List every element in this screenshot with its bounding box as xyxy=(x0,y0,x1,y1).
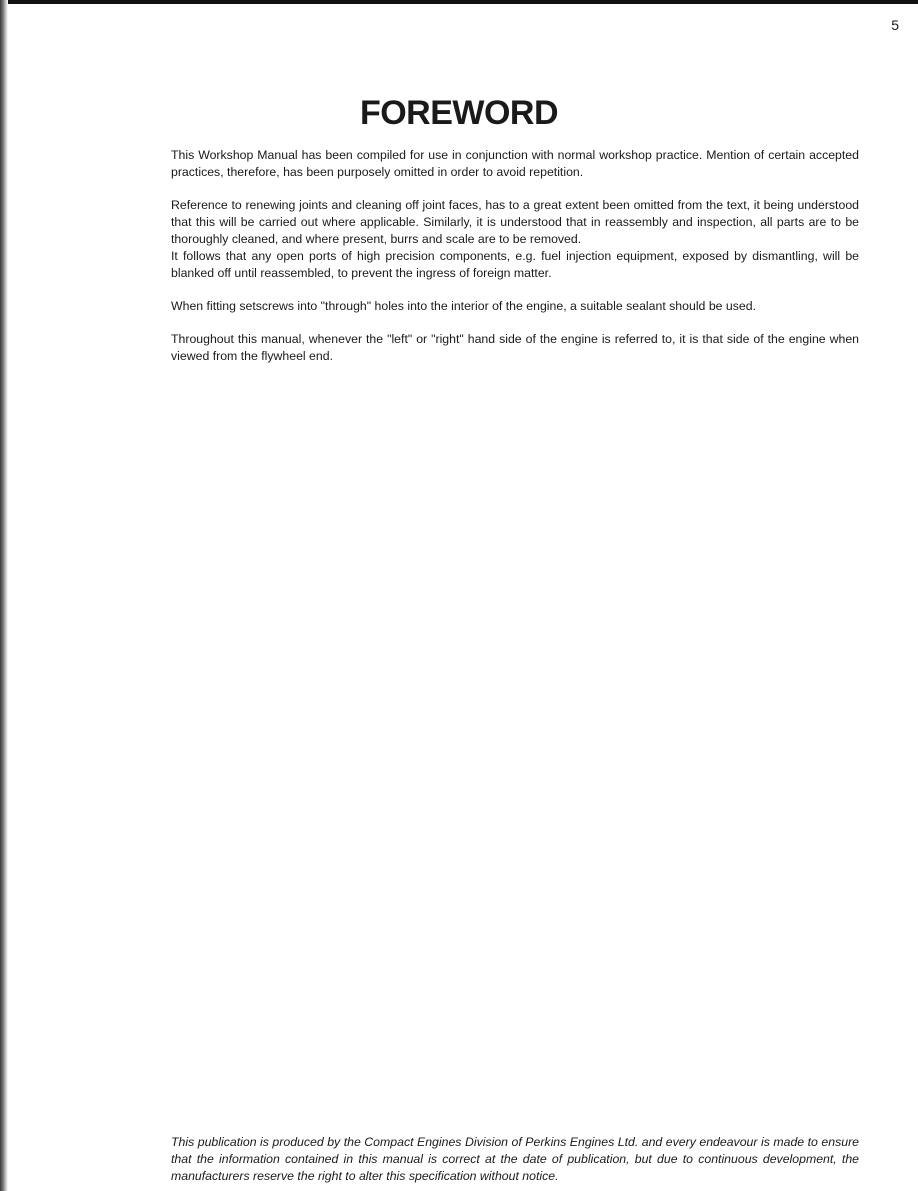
foreword-body xyxy=(171,147,859,381)
paragraph-setscrews-sealant: When fitting setscrews into "through" holes into the interior of the engine, a suitable sealant should be used. xyxy=(171,299,756,313)
left-scan-edge xyxy=(0,0,8,1191)
page-number: 5 xyxy=(891,17,899,33)
paragraph-joints-cleaning: Reference to renewing joints and cleaning off joint faces, has to a great extent been omitted from the text, it being understood that this will be carried out where applicable. Similarly, it is understood that in reassembly and inspection, all parts are to be thoroughly cleaned, and where present, burrs and scale are to be removed. xyxy=(171,198,859,246)
paragraph-workshop-practice: This Workshop Manual has been compiled for use in conjunction with normal workshop practice. Mention of certain accepted practices, therefore, has been purposely omitted in order to avoid repetition. xyxy=(171,148,859,179)
page-title: FOREWORD xyxy=(359,94,559,132)
paragraph-left-right-side: Throughout this manual, whenever the "left" or "right" hand side of the engine is referred to, it is that side of the engine when viewed from the flywheel end. xyxy=(171,332,859,363)
top-scan-edge xyxy=(0,0,918,4)
publication-disclaimer: This publication is produced by the Compact Engines Division of Perkins Engines Ltd. and every endeavour is made to ensure that the information contained in this manual is correct at the date of publication, but due to continuous development, the manufacturers reserve the right to alter this specification without notice. xyxy=(171,1135,859,1183)
paragraph-open-ports: It follows that any open ports of high precision components, e.g. fuel injection equipment, exposed by dismantling, will be blanked off until reassembled, to prevent the ingress of foreign matter. xyxy=(171,249,859,280)
